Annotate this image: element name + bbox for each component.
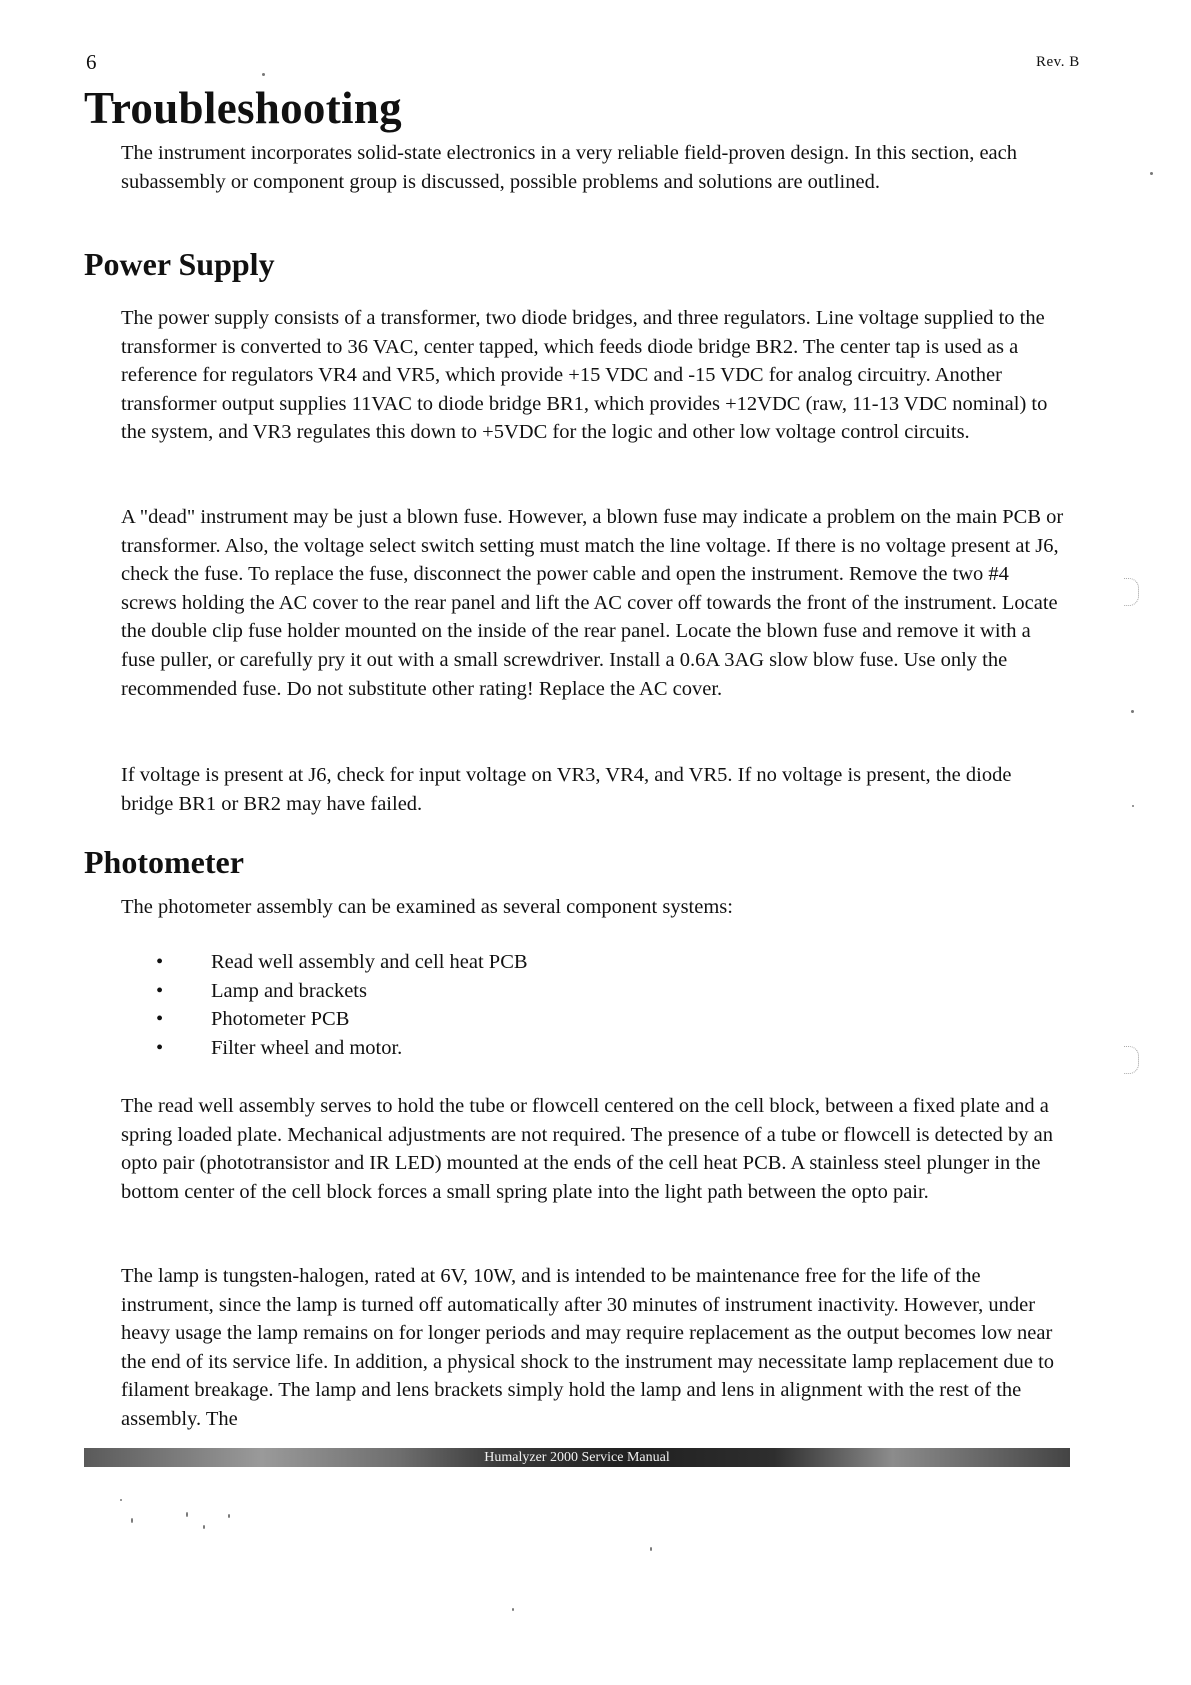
footer-manual-title: Humalyzer 2000 Service Manual <box>484 1450 670 1465</box>
list-item: • Photometer PCB <box>121 1005 528 1034</box>
scan-speck <box>650 1547 652 1551</box>
scan-speck <box>262 73 265 76</box>
list-item: • Read well assembly and cell heat PCB <box>121 948 528 977</box>
scan-speck <box>512 1608 514 1611</box>
scan-speck <box>1150 172 1153 175</box>
scan-speck <box>131 1518 133 1523</box>
power-supply-paragraph-2: A "dead" instrument may be just a blown fuse. However, a blown fuse may indicate a problem on the main PCB or transformer. Also, the voltage select switch setting must match the line voltage. If there is no voltage present at J6, check the fuse. To replace the fuse, disconnect the power cable and open the instrument. Remove the two #4 screws holding the AC cover to the rear panel and lift the AC cover off towards the front of the instrument. Locate the double clip fuse holder mounted on the inside of the rear panel. Locate the blown fuse and remove it with a fuse puller, or carefully pry it out with a small screwdriver. Install a 0.6A 3AG slow blow fuse. Use only the recommended fuse. Do not substitute other rating! Replace the AC cover. <box>121 506 1064 700</box>
scan-speck <box>186 1512 188 1517</box>
scan-speck <box>203 1525 205 1529</box>
binder-hole-mark <box>1124 1046 1139 1074</box>
photometer-paragraph-2: The lamp is tungsten-halogen, rated at 6V, 10W, and is intended to be maintenance free for the life of the instrument, since the lamp is turned off automatically after 30 minutes of instrument inactivity. However, under heavy usage the lamp remains on for longer periods and may require replacement as the output becomes low near the end of its service life. In addition, a physical shock to the instrument may necessitate lamp replacement due to filament breakage. The lamp and lens brackets simply hold the lamp and lens in alignment with the rest of the assembly. The <box>121 1265 1055 1430</box>
photometer-paragraph-1: The read well assembly serves to hold the tube or flowcell centered on the cell block, between a fixed plate and a spring loaded plate. Mechanical adjustments are not required. The presence of a tube or flowcell is detected by an opto pair (phototransistor and IR LED) mounted at the ends of the cell heat PCB. A stainless steel plunger in the bottom center of the cell block forces a small spring plate into the light path between the opto pair. <box>121 1095 1054 1203</box>
photometer-intro: The photometer assembly can be examined as several component systems: <box>121 896 733 918</box>
list-item: • Filter wheel and motor. <box>121 1034 528 1063</box>
binder-hole-mark <box>1124 578 1139 606</box>
page-number: 6 <box>86 50 97 74</box>
power-supply-paragraph-3: If voltage is present at J6, check for input voltage on VR3, VR4, and VR5. If no voltage is present, the diode bridge BR1 or BR2 may have failed. <box>121 764 1012 815</box>
page-title: Troubleshooting <box>84 83 402 133</box>
photometer-component-list <box>121 948 528 1062</box>
scan-speck <box>228 1514 230 1518</box>
section-heading-photometer: Photometer <box>84 844 244 880</box>
scan-speck <box>1131 710 1134 713</box>
scan-speck <box>120 1499 122 1501</box>
footer-bar <box>84 1448 1070 1467</box>
list-item: • Lamp and brackets <box>121 977 528 1006</box>
scan-speck <box>1132 805 1134 807</box>
power-supply-paragraph-1: The power supply consists of a transformer, two diode bridges, and three regulators. Line voltage supplied to the transformer is converted to 36 VAC, center tapped, which feeds diode bridge BR2. The center tap is used as a reference for regulators VR4 and VR5, which provide +15 VDC and -15 VDC for analog circuitry. Another transformer output supplies 11VAC to diode bridge BR1, which provides +12VDC (raw, 11-13 VDC nominal) to the system, and VR3 regulates this down to +5VDC for the logic and other low voltage control circuits. <box>121 307 1048 444</box>
section-heading-power-supply: Power Supply <box>84 246 275 282</box>
revision-label: Rev. B <box>1036 54 1080 70</box>
intro-paragraph: The instrument incorporates solid-state electronics in a very reliable field-proven design. In this section, each subassembly or component group is discussed, possible problems and solutions are outlined. <box>121 142 1018 193</box>
